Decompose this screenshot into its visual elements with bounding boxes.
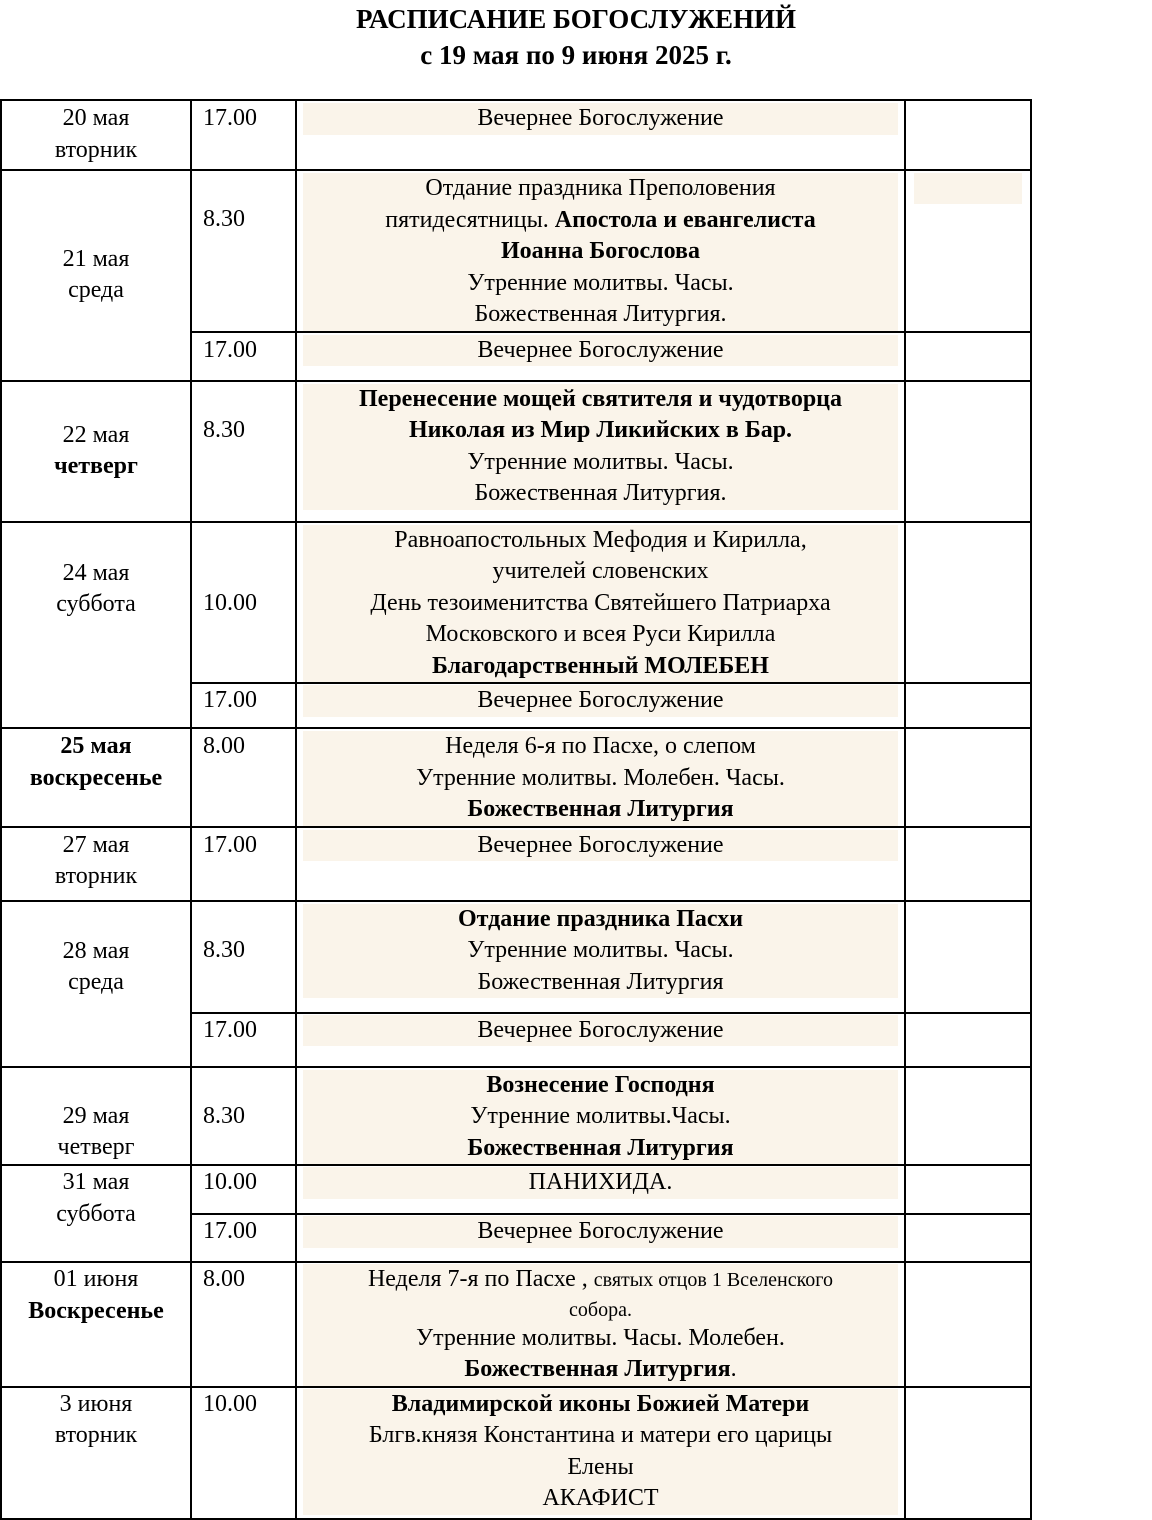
time-cell: [191, 1387, 296, 1519]
time-text: 17.00: [203, 687, 257, 713]
service-line: Вечернее Богослужение: [477, 687, 724, 713]
schedule-row: [1, 1165, 1031, 1214]
service-line-bold: Николая из Мир Ликийских в Бар.: [408, 417, 793, 443]
date-cell: [1, 381, 191, 522]
date-cell: [1, 100, 191, 170]
service-line-bold: Божественная Литургия: [467, 1134, 734, 1161]
time-text: 8.30: [203, 1102, 245, 1129]
service-cell: [296, 1262, 905, 1387]
service-line: Равноапостольных Мефодия и Кирилла,: [394, 526, 807, 553]
time-text: 8.30: [203, 416, 245, 443]
note-cell: [905, 522, 1031, 684]
time-cell: [191, 1013, 296, 1067]
service-line: Блгв.князя Константина и матери его царицы: [368, 1422, 833, 1448]
note-cell: [905, 827, 1031, 901]
time-text: 17.00: [203, 1016, 257, 1043]
date-cell: [1, 1165, 191, 1262]
note-cell: [905, 901, 1031, 1013]
service-cell: [296, 1165, 905, 1214]
date-text: 25 мая: [60, 733, 132, 759]
time-cell: [191, 1214, 296, 1262]
weekday-text: вторник: [54, 136, 138, 163]
service-cell: [296, 683, 905, 728]
service-line: Вечернее Богослужение: [477, 1016, 724, 1043]
weekday-text: воскресенье: [29, 764, 163, 791]
service-line: Вечернее Богослужение: [477, 831, 724, 858]
page-subtitle: с 19 мая по 9 июня 2025 г.: [420, 40, 732, 70]
weekday-text: среда: [68, 969, 124, 995]
schedule-row: [1, 170, 1031, 332]
service-line: Вечернее Богослужение: [477, 1218, 724, 1244]
service-line: Утренние молитвы. Молебен. Часы.: [416, 764, 785, 791]
time-text: 10.00: [203, 1390, 257, 1417]
time-cell: [191, 522, 296, 684]
time-cell: [191, 683, 296, 728]
service-cell: [296, 1013, 905, 1067]
date-text: 24 мая: [62, 559, 130, 586]
weekday-text: суббота: [56, 591, 136, 617]
weekday-text: четверг: [54, 453, 138, 479]
service-line-bold: Отдание праздника Пасхи: [457, 905, 744, 932]
weekday-text: вторник: [54, 863, 138, 889]
service-cell: [296, 901, 905, 1013]
date-cell: [1, 827, 191, 901]
time-cell: [191, 1067, 296, 1166]
time-text: 10.00: [203, 589, 257, 616]
time-cell: [191, 381, 296, 522]
note-cell: [905, 728, 1031, 827]
time-text: 17.00: [203, 105, 257, 131]
service-line: Утренние молитвы. Часы.: [467, 937, 734, 963]
service-line-bold: Владимирской иконы Божией Матери: [391, 1390, 810, 1417]
note-cell: [905, 1262, 1031, 1387]
time-cell: [191, 1262, 296, 1387]
schedule-row: [1, 522, 1031, 684]
note-cell: [905, 381, 1031, 522]
date-cell: [1, 1387, 191, 1519]
page-title: РАСПИСАНИЕ БОГОСЛУЖЕНИЙ: [355, 4, 797, 34]
schedule-row: [1, 827, 1031, 901]
date-text: 22 мая: [62, 421, 130, 448]
service-line-small: святых отцов 1 Вселенского: [593, 1269, 834, 1291]
service-line: Божественная Литургия: [477, 968, 724, 995]
date-text: 21 мая: [62, 245, 130, 272]
note-cell: [905, 683, 1031, 728]
service-line: Утренние молитвы. Часы.: [467, 269, 734, 296]
time-text: 8.00: [203, 1266, 245, 1292]
weekday-text: суббота: [56, 1200, 136, 1227]
time-text: 8.30: [203, 206, 245, 232]
time-text: 17.00: [203, 1218, 257, 1244]
time-cell: [191, 1165, 296, 1214]
schedule-row: [1, 728, 1031, 827]
service-cell: [296, 100, 905, 170]
service-line-bold: Иоанна Богослова: [501, 238, 700, 264]
service-cell: [296, 522, 905, 684]
service-line: Неделя 7-я по Пасхе ,: [367, 1266, 588, 1292]
date-text: 20 мая: [62, 105, 130, 131]
date-cell: [1, 901, 191, 1067]
date-cell: [1, 728, 191, 827]
weekday-text: среда: [68, 277, 124, 304]
note-cell: [905, 1214, 1031, 1262]
service-line: Вечернее Богослужение: [477, 105, 724, 131]
service-cell: [296, 827, 905, 901]
date-text: 3 июня: [59, 1390, 133, 1417]
time-cell: [191, 100, 296, 170]
service-line: Божественная Литургия.: [474, 301, 727, 327]
note-cell: [905, 170, 1031, 332]
service-line: .: [730, 1356, 737, 1382]
date-cell: [1, 1067, 191, 1166]
service-line: Отдание праздника Преполовения: [425, 175, 776, 201]
service-line-small: собора.: [569, 1298, 632, 1321]
time-cell: [191, 170, 296, 332]
note-cell: [905, 1067, 1031, 1166]
service-line-bold: Вознесение Господня: [486, 1071, 715, 1098]
service-cell: [296, 728, 905, 827]
date-text: 29 мая: [62, 1102, 130, 1129]
time-text: 10.00: [203, 1169, 257, 1195]
time-cell: [191, 728, 296, 827]
note-cell: [905, 1013, 1031, 1067]
schedule-row: [1, 1387, 1031, 1519]
service-line-bold: Апостола и евангелиста: [554, 206, 816, 233]
schedule-row: [1, 901, 1031, 1013]
date-text: 27 мая: [62, 831, 130, 858]
service-line: Московского и всея Руси Кирилла: [425, 621, 776, 647]
service-cell: [296, 381, 905, 522]
date-text: 31 мая: [62, 1169, 130, 1195]
schedule-row: [1, 381, 1031, 522]
time-text: 8.30: [203, 936, 245, 963]
note-cell: [905, 1165, 1031, 1214]
date-text: 28 мая: [62, 937, 130, 964]
service-line-bold: Божественная Литургия: [464, 1356, 731, 1382]
note-cell: [905, 332, 1031, 381]
service-cell: [296, 1387, 905, 1519]
service-line: Неделя 6-я по Пасхе, о слепом: [445, 733, 756, 759]
service-line: АКАФИСТ: [542, 1485, 659, 1511]
weekday-text: четверг: [57, 1134, 135, 1160]
service-line: Утренние молитвы. Часы. Молебен.: [416, 1324, 785, 1351]
schedule-row: [1, 1262, 1031, 1387]
date-cell: [1, 1262, 191, 1387]
service-cell: [296, 1214, 905, 1262]
weekday-text: вторник: [54, 1422, 138, 1448]
date-text: 01 июня: [53, 1266, 139, 1292]
service-line: ПАНИХИДА.: [528, 1169, 673, 1195]
service-line: Утренние молитвы. Часы.: [467, 448, 734, 475]
service-line: Божественная Литургия.: [474, 480, 727, 506]
date-cell: [1, 170, 191, 381]
service-cell: [296, 1067, 905, 1166]
service-line: Елены: [567, 1453, 634, 1480]
time-cell: [191, 901, 296, 1013]
note-cell: [905, 100, 1031, 170]
service-cell: [296, 170, 905, 332]
note-cell: [905, 1387, 1031, 1519]
date-cell: [1, 522, 191, 729]
note-highlight: [914, 173, 1022, 204]
service-line: пятидесятницы.: [385, 206, 549, 233]
schedule-row: [1, 100, 1031, 170]
time-cell: [191, 332, 296, 381]
service-line-bold: Божественная Литургия: [467, 796, 734, 822]
time-text: 17.00: [203, 831, 257, 858]
service-line-bold: Благодарственный МОЛЕБЕН: [432, 652, 769, 679]
time-cell: [191, 827, 296, 901]
time-text: 8.00: [203, 733, 245, 759]
service-line: учителей словенских: [492, 558, 709, 584]
schedule-table: [0, 99, 1032, 1520]
service-cell: [296, 332, 905, 381]
service-line-bold: Перенесение мощей святителя и чудотворца: [359, 385, 842, 412]
schedule-row: [1, 1067, 1031, 1166]
time-text: 17.00: [203, 336, 257, 363]
service-line: День тезоименитства Святейшего Патриарха: [370, 589, 831, 616]
weekday-text: Воскресенье: [28, 1297, 164, 1324]
service-line: Вечернее Богослужение: [477, 336, 724, 363]
service-line: Утренние молитвы.Часы.: [470, 1103, 731, 1129]
